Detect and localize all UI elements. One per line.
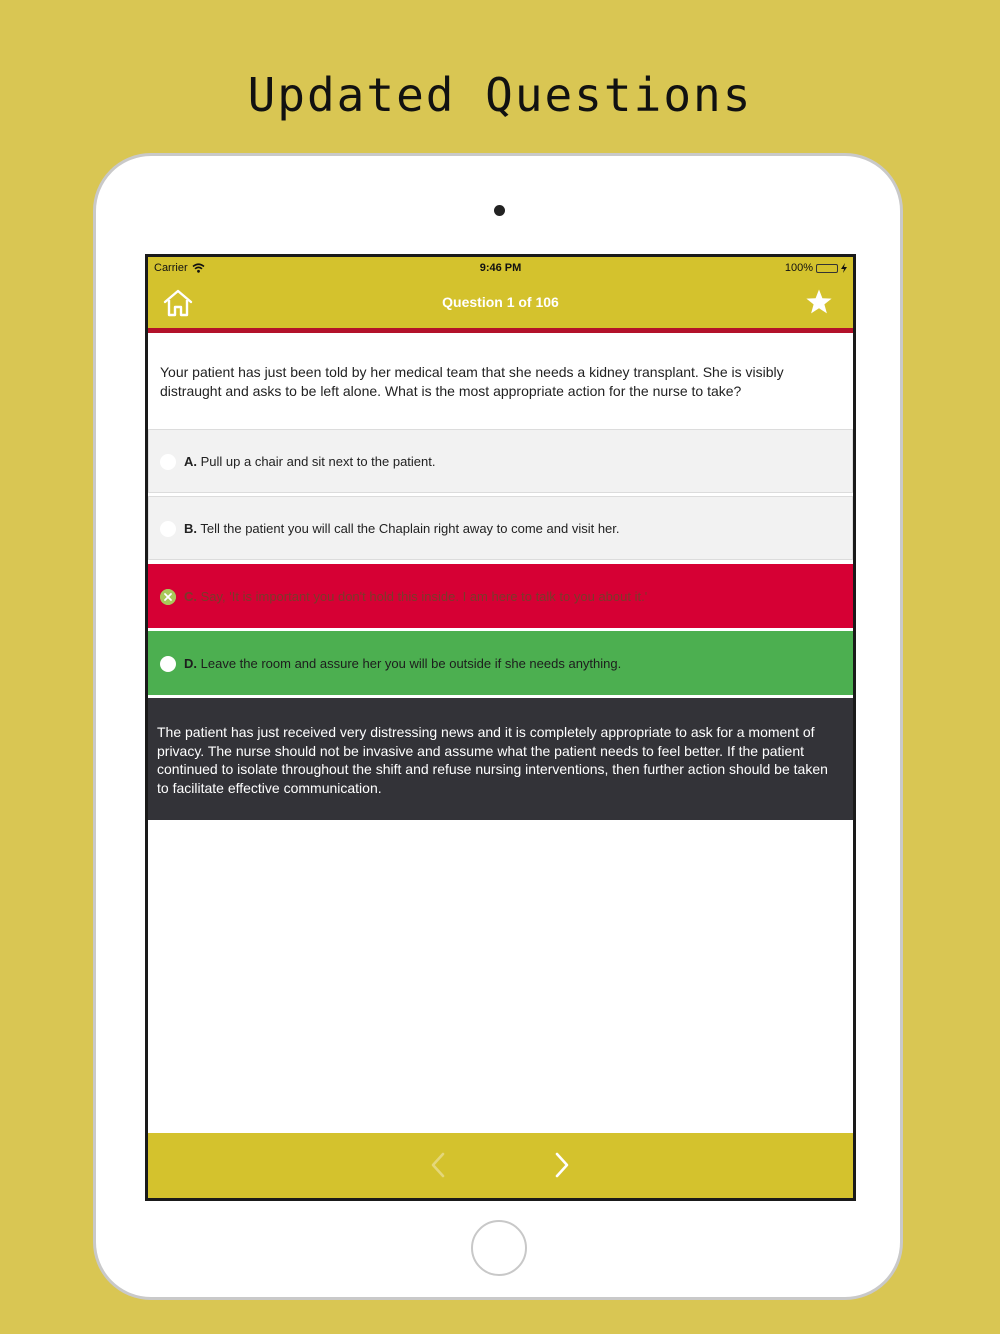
answer-label: A. Pull up a chair and sit next to the patient.: [184, 454, 436, 469]
charging-bolt-icon: [841, 263, 847, 273]
app-screen: [145, 254, 856, 1201]
answer-option-a[interactable]: [148, 429, 853, 493]
question-counter: Question 1 of 106: [442, 294, 559, 310]
promo-title: Updated Questions: [247, 68, 753, 122]
bottom-nav-bar: [148, 1133, 853, 1198]
device-home-button[interactable]: [471, 1220, 527, 1276]
star-icon[interactable]: [805, 288, 833, 316]
answer-label: B. Tell the patient you will call the Chaplain right away to come and visit her.: [184, 521, 620, 536]
radio-icon[interactable]: [160, 521, 176, 537]
chevron-left-icon[interactable]: [428, 1150, 448, 1180]
chevron-right-icon[interactable]: [552, 1150, 572, 1180]
battery-percent: 100%: [784, 262, 813, 274]
question-text: Your patient has just been told by her medical team that she needs a kidney transplant. She is visibly distraught and asks to be left alone. What is the most appropriate action for the nurse to take?: [160, 364, 784, 399]
status-battery: [785, 262, 847, 274]
explanation-panel: [148, 698, 853, 820]
radio-icon[interactable]: [160, 454, 176, 470]
battery-icon: [816, 264, 838, 273]
answer-option-d[interactable]: [148, 631, 853, 695]
carrier-label: Carrier: [154, 262, 188, 274]
answer-label: C. Say, 'It is important you don't hold this inside. I am here to talk to you about it.': [184, 589, 648, 604]
nav-bar: [148, 279, 853, 333]
status-bar: [148, 257, 853, 279]
answer-option-c[interactable]: [148, 564, 853, 628]
answer-label: D. Leave the room and assure her you will be outside if she needs anything.: [184, 656, 622, 671]
status-time: 9:46 PM: [479, 262, 522, 274]
wrong-mark-icon: [160, 589, 176, 605]
answer-option-b[interactable]: [148, 496, 853, 560]
explanation-text: The patient has just received very distressing news and it is completely appropriate to ask for a moment of privacy. The nurse should not be invasive and assume what the patient needs to feel better. If the patient continued to isolate throughout the shift and refuse nursing interventions, then further action should be taken to facilitate effective communication.: [157, 724, 828, 796]
camera-dot: [494, 205, 505, 216]
radio-icon[interactable]: [160, 656, 176, 672]
